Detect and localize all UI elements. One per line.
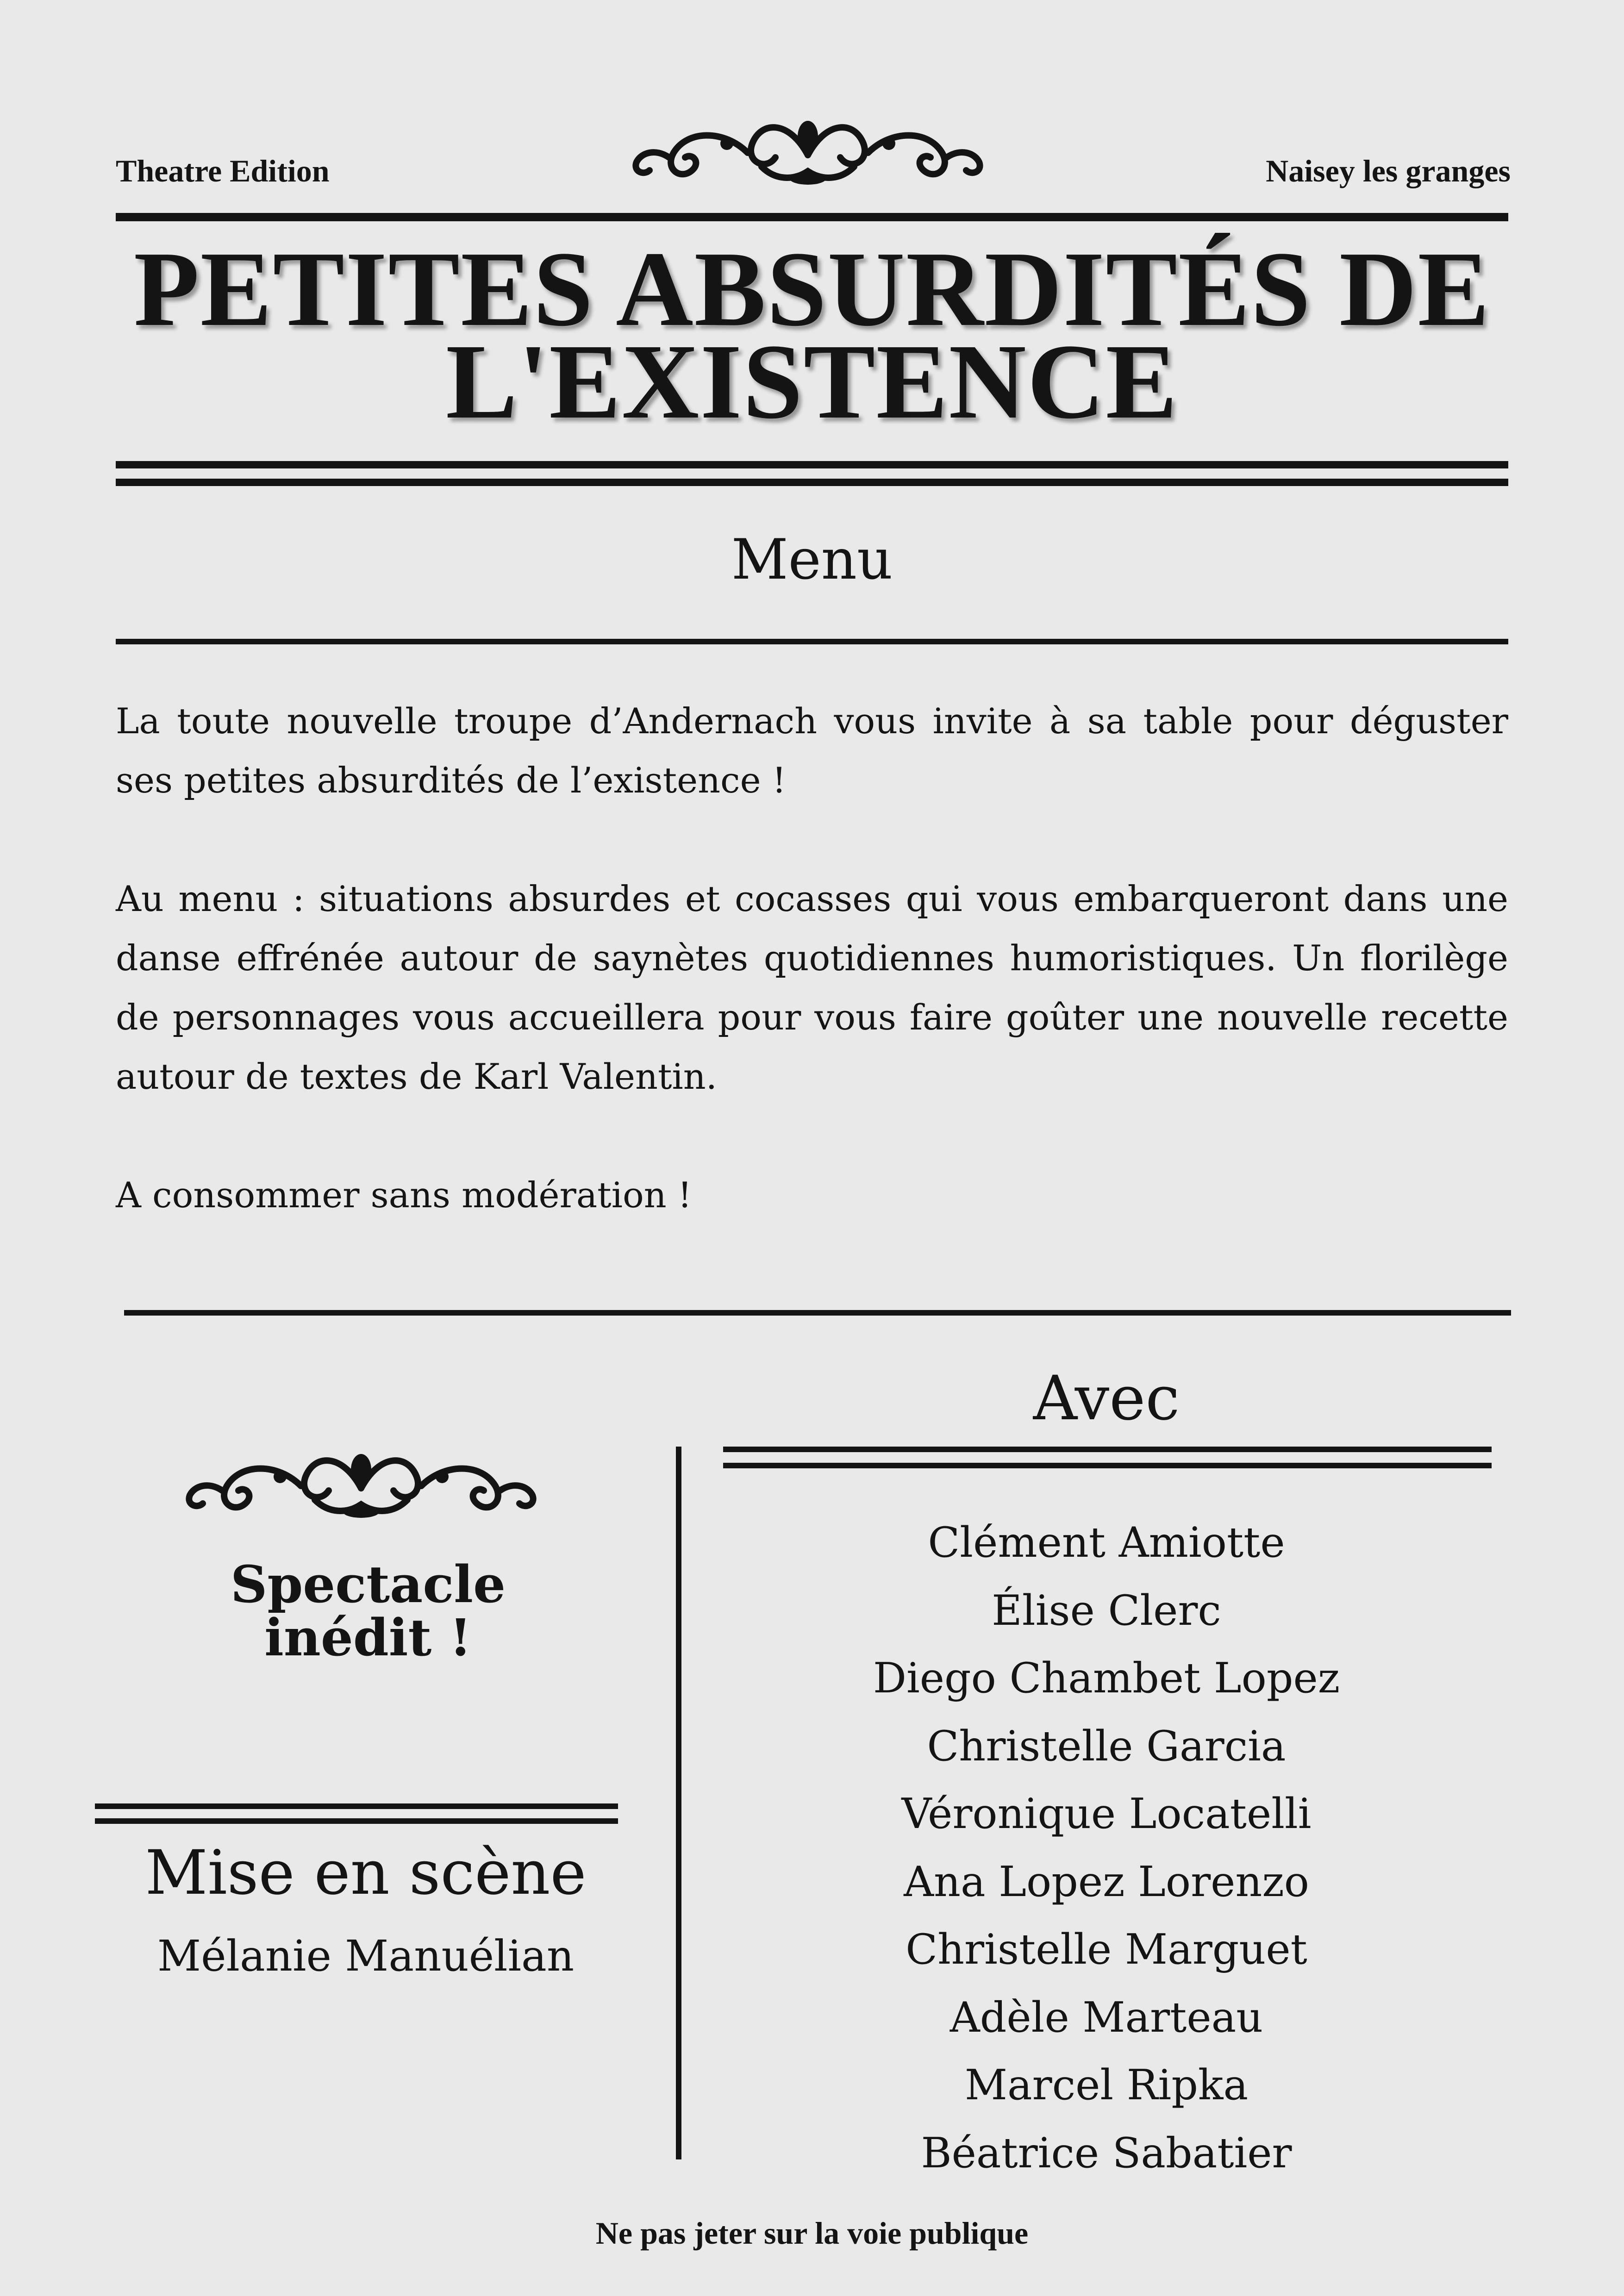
cast-member: Adèle Marteau — [949, 1993, 1263, 2042]
page-title: PETITES ABSURDITÉS DE L'EXISTENCE — [133, 230, 1491, 441]
spectacle-line-2: inédit ! — [264, 1608, 472, 1667]
cast-member: Ana Lopez Lorenzo — [904, 1857, 1309, 1906]
menu-heading: Menu — [731, 528, 893, 592]
cast-member: Véronique Locatelli — [901, 1790, 1312, 1838]
column-divider — [676, 1447, 681, 2159]
spectacle-tagline — [139, 1554, 597, 1667]
director-name: Mélanie Manuélian — [157, 1931, 575, 1981]
avec-rule-2 — [723, 1463, 1492, 1468]
mise-en-scene-heading: Mise en scène — [145, 1837, 587, 1909]
location-label: Naisey les granges — [1266, 153, 1511, 188]
intro-paragraph: La toute nouvelle troupe d’Andernach vous invite à sa table pour déguster ses petites absurdités de l’existence ! — [116, 700, 1508, 801]
cast-member: Béatrice Sabatier — [921, 2128, 1292, 2177]
menu-rule — [116, 639, 1508, 644]
cast-member: Clément Amiotte — [928, 1518, 1285, 1567]
avec-heading: Avec — [1033, 1363, 1180, 1434]
cast-member: Christelle Marguet — [906, 1925, 1307, 1974]
flourish-ornament-icon — [623, 111, 993, 194]
closing-paragraph: A consommer sans modération ! — [116, 1174, 692, 1216]
title-bottom-rule-1 — [116, 461, 1508, 468]
avec-rule-1 — [723, 1447, 1492, 1452]
menu-paragraph: Au menu : situations absurdes et cocasses qui vous embarqueront dans une danse effrénée autour de saynètes quotidiennes humoristiques. Un florilège de personnages vous accueillera pour vous faire goûter une nouvelle recette autour de textes de Karl Valentin. — [116, 878, 1508, 1097]
section-divider — [124, 1310, 1511, 1316]
flourish-ornament-icon — [176, 1444, 546, 1528]
edition-label: Theatre Edition — [116, 153, 330, 188]
cast-member: Marcel Ripka — [964, 2061, 1249, 2109]
spectacle-line-1: Spectacle — [230, 1554, 506, 1614]
footer-notice: Ne pas jeter sur la voie publique — [595, 2215, 1029, 2251]
cast-member: Diego Chambet Lopez — [873, 1654, 1340, 1703]
cast-list — [722, 1509, 1491, 2187]
title-bottom-rule-2 — [116, 479, 1508, 486]
title-top-rule — [116, 213, 1508, 221]
cast-member: Élise Clerc — [992, 1586, 1221, 1635]
mise-rule-2 — [95, 1818, 618, 1824]
mise-rule-1 — [95, 1803, 618, 1809]
cast-member: Christelle Garcia — [927, 1722, 1286, 1771]
